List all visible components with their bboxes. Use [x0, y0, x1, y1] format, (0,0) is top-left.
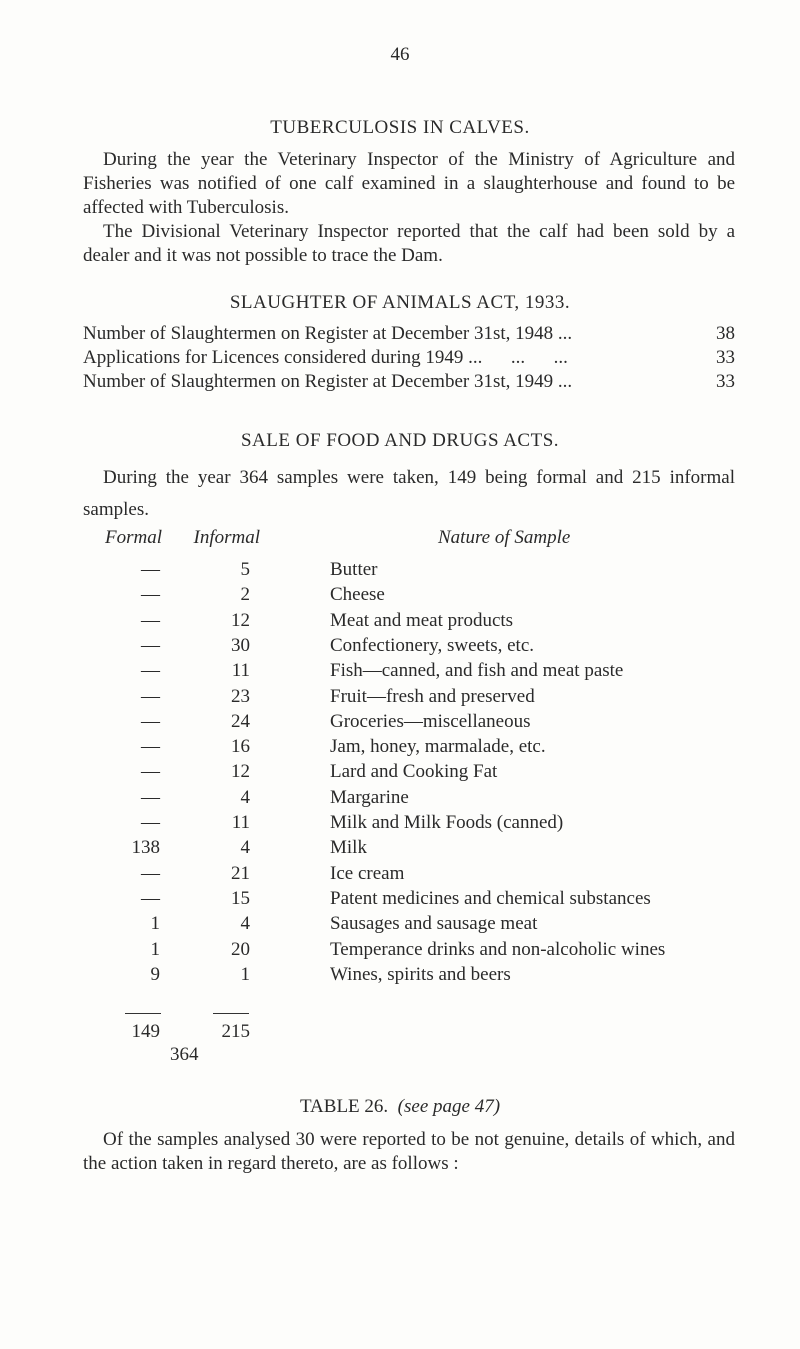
table26-heading: [0, 1096, 800, 1118]
page-number: 46: [390, 44, 410, 65]
table-row: [0, 812, 800, 837]
header-nature: Nature of Sample: [438, 527, 571, 548]
cell-formal: —: [141, 609, 160, 631]
table26-ref: (see page 47): [397, 1096, 501, 1117]
register-value: 33: [716, 371, 735, 392]
register-label: Number of Slaughtermen on Register at December 31st, 1949 ...: [83, 371, 573, 392]
grand-total: 364: [170, 1044, 199, 1065]
cell-informal: 4: [240, 837, 250, 859]
table-row: [0, 660, 800, 685]
cell-informal: 4: [240, 913, 250, 935]
cell-informal: 5: [240, 559, 250, 580]
cell-formal: —: [141, 710, 160, 732]
cell-nature: Cheese: [330, 584, 385, 606]
cell-formal: —: [141, 812, 160, 833]
sale-heading: SALE OF FOOD AND DRUGS ACTS.: [240, 430, 560, 451]
totals-row: [0, 1021, 800, 1046]
table-row: [0, 610, 800, 635]
table-row: [0, 939, 800, 964]
cell-nature: Wines, spirits and beers: [330, 963, 511, 985]
table-row: [0, 736, 800, 761]
tb-heading: TUBERCULOSIS IN CALVES.: [270, 117, 530, 138]
cell-formal: 9: [150, 963, 160, 985]
cell-nature: Meat and meat products: [330, 609, 514, 631]
table-row: [0, 888, 800, 913]
register-row: [83, 371, 735, 395]
cell-informal: 24: [231, 710, 250, 732]
cell-formal: —: [141, 584, 160, 606]
cell-nature: Lard and Cooking Fat: [330, 761, 498, 783]
table-row: [0, 863, 800, 888]
cell-informal: 23: [231, 685, 250, 707]
table-row: [0, 635, 800, 660]
cell-informal: 12: [231, 761, 250, 783]
cell-nature: Temperance drinks and non-alcoholic wines: [330, 938, 666, 960]
cell-formal: —: [141, 559, 160, 580]
tb-paragraph-2: The Divisional Veterinary Inspector reported that the calf had been sold by a dealer and it was not possible to trace the Dam.: [83, 221, 735, 266]
cell-formal: 138: [131, 837, 160, 859]
sale-paragraph: During the year 364 samples were taken, 149 being formal and 215 informal samples.: [83, 467, 735, 520]
table-row: [0, 559, 800, 584]
cell-formal: —: [141, 660, 160, 682]
cell-nature: Jam, honey, marmalade, etc.: [330, 736, 546, 758]
slaughter-heading: SLAUGHTER OF ANIMALS ACT, 1933.: [229, 292, 571, 313]
cell-nature: Ice cream: [330, 862, 405, 884]
cell-informal: 11: [231, 812, 250, 833]
cell-nature: Margarine: [330, 786, 409, 808]
cell-nature: Butter: [330, 559, 378, 580]
cell-informal: 16: [231, 736, 250, 758]
cell-informal: 21: [231, 862, 250, 884]
total-formal: 149: [131, 1021, 160, 1042]
table-row: [0, 787, 800, 812]
cell-formal: —: [141, 685, 160, 707]
table26-paragraph: Of the samples analysed 30 were reported to be not genuine, details of which, and the action taken in regard thereto, are as follows :: [83, 1129, 735, 1174]
cell-nature: Sausages and sausage meat: [330, 913, 538, 935]
header-formal: Formal: [105, 527, 162, 548]
table-row: [0, 837, 800, 862]
informal-total-rule: [213, 1013, 249, 1014]
cell-formal: —: [141, 887, 160, 909]
cell-nature: Confectionery, sweets, etc.: [330, 634, 534, 656]
table26-title: TABLE 26.: [299, 1096, 389, 1117]
cell-informal: 4: [240, 786, 250, 808]
cell-formal: —: [141, 736, 160, 758]
table-row: [0, 913, 800, 938]
total-informal: 215: [221, 1021, 250, 1042]
register-label: Number of Slaughtermen on Register at December 31st, 1948 ...: [83, 323, 573, 344]
grand-total-row: [0, 1044, 800, 1069]
table-row: [0, 761, 800, 786]
formal-total-rule: [125, 1013, 161, 1014]
register-label: Applications for Licences considered during 1949 ... ... ...: [83, 347, 568, 368]
register-value: 33: [716, 347, 735, 368]
cell-nature: Groceries—miscellaneous: [330, 710, 531, 732]
cell-formal: —: [141, 786, 160, 808]
cell-informal: 2: [240, 584, 250, 606]
cell-nature: Patent medicines and chemical substances: [330, 887, 651, 909]
table-row: [0, 584, 800, 609]
cell-informal: 20: [231, 938, 250, 960]
register-row: [83, 323, 735, 347]
cell-formal: —: [141, 862, 160, 884]
table-header: [0, 527, 800, 552]
table-row: [0, 964, 800, 989]
header-informal: Informal: [193, 527, 260, 548]
cell-formal: —: [141, 634, 160, 656]
cell-formal: —: [141, 761, 160, 783]
cell-nature: Milk and Milk Foods (canned): [330, 812, 564, 833]
cell-informal: 30: [231, 634, 250, 656]
tb-paragraph-1: During the year the Veterinary Inspector of the Ministry of Agriculture and Fisheries was notified of one calf examined in a slaughterhouse and found to be affected with Tuberculosis.: [83, 149, 735, 218]
cell-nature: Milk: [330, 837, 367, 859]
table-row: [0, 686, 800, 711]
cell-informal: 15: [231, 887, 250, 909]
register-value: 38: [716, 323, 735, 344]
cell-informal: 11: [231, 660, 250, 682]
cell-formal: 1: [150, 938, 160, 960]
table-row: [0, 711, 800, 736]
register-row: [83, 347, 735, 371]
cell-formal: 1: [150, 913, 160, 935]
cell-nature: Fish—canned, and fish and meat paste: [330, 660, 624, 682]
cell-informal: 1: [240, 963, 250, 985]
cell-informal: 12: [231, 609, 250, 631]
cell-nature: Fruit—fresh and preserved: [330, 685, 535, 707]
